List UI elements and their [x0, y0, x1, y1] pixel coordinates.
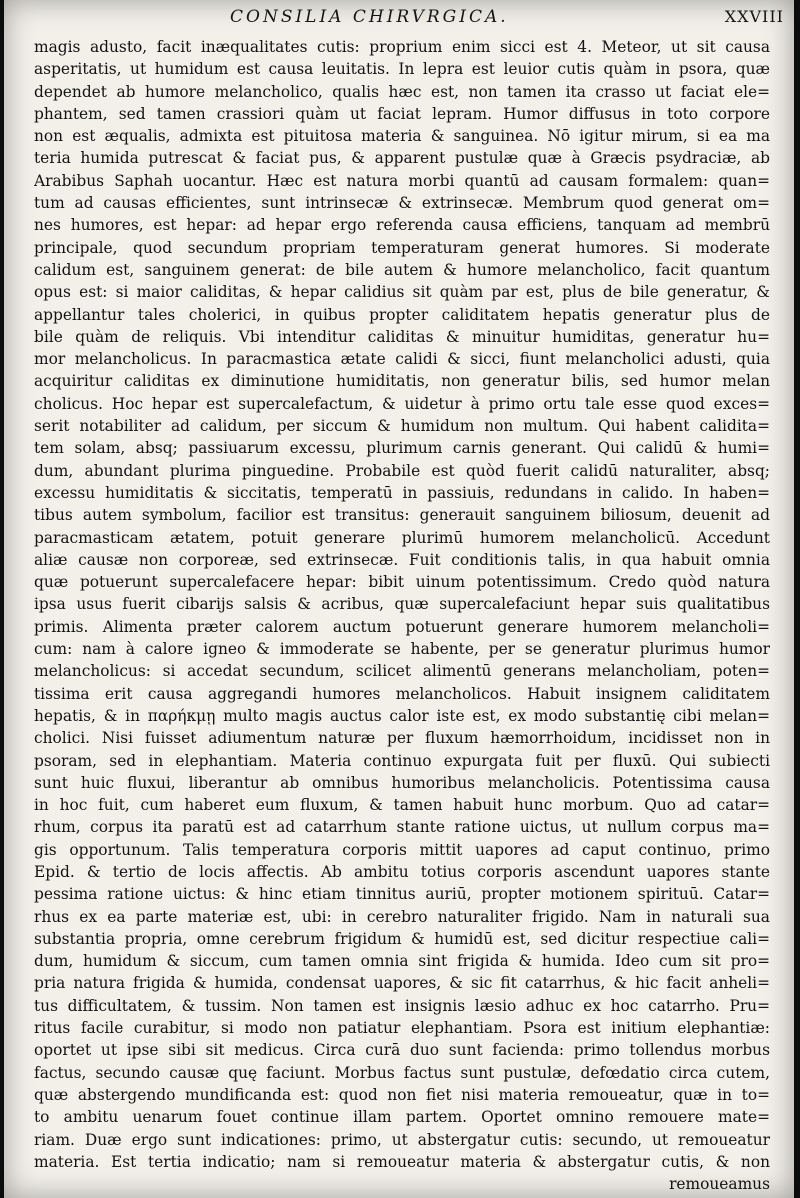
text-line: cholicus. Hoc hepar est supercalefactum, & uidetur à primo ortu tale esse quod exces=	[34, 394, 770, 413]
text-line: calidum est, sanguinem generat: de bile autem & humore melancholico, facit quantum	[34, 260, 770, 279]
text-line: tissima erit causa aggregandi humores melancholicos. Habuit insignem caliditatem	[34, 684, 770, 703]
text-line: dum, humidum & siccum, cum tamen omnia sint frigida & humida. Ideo cum sit pro=	[34, 952, 770, 971]
text-line: Arabibus Saphah uocantur. Hæc est natura morbi quantū ad causam formalem: quan=	[34, 171, 770, 190]
text-line: oportet ut ipse sibi sit medicus. Circa curā duo sunt facienda: primo tollendus morbus	[34, 1041, 770, 1060]
folio-number: XXVIII	[724, 7, 784, 26]
text-line: tem solam, absq; passiuarum excessu, plurimum carnis generant. Qui calidū & humi=	[34, 439, 770, 458]
text-line: principale, quod secundum propriam temperaturam generat humores. Si moderate	[34, 238, 770, 257]
text-line: psoram, sed in elephantiam. Materia continuo expurgata fuit per fluxū. Qui subiecti	[34, 751, 770, 770]
text-line: dependet ab humore melancholico, qualis hæc est, non tamen ita crasso ut faciat ele=	[34, 82, 770, 101]
text-line: tum ad causas efficientes, sunt intrinsecæ & extrinsecæ. Membrum quod generat om=	[34, 194, 770, 213]
text-line: dum, abundant plurima pinguedine. Probabile est quòd fuerit calidū naturaliter, absq;	[34, 461, 770, 480]
text-line: pessima ratione uictus: & hinc etiam tinnitus auriū, propter motionem spirituū. Catar=	[34, 885, 770, 904]
text-line: primis. Alimenta præter calorem auctum potuerunt generare humorem melancholi=	[34, 617, 770, 636]
text-line: cum: nam à calore igneo & immoderate se habente, per se generatur plurimus humor	[34, 640, 770, 659]
text-line: excessu humiditatis & siccitatis, temperatū in passiuis, redundans in calido. In haben=	[34, 483, 770, 502]
text-line: non est æqualis, admixta est pituitosa materia & sanguinea. Nō igitur mirum, si ea ma	[34, 127, 770, 146]
text-line: in hoc fuit, cum haberet eum fluxum, & tamen habuit hunc morbum. Quo ad catar=	[34, 796, 770, 815]
running-title: CONSILIA CHIRVRGICA.	[230, 7, 509, 27]
body-text	[34, 36, 770, 1195]
text-line: Epid. & tertio de locis affectis. Ab ambitu totius corporis ascendunt uapores stante	[34, 862, 770, 881]
text-line: pria natura frigida & humida, condensat uapores, & sic fit catarrhus, & hic facit anheli=	[34, 974, 770, 993]
text-line: teria humida putrescat & faciat pus, & apparent pustulæ quæ à Græcis psydraciæ, ab	[34, 149, 770, 168]
text-line: acquiritur caliditas ex diminutione humiditatis, non generatur bilis, sed humor melan	[34, 372, 770, 391]
text-line: quæ potuerunt supercalefacere hepar: bibit uinum potentissimum. Credo quòd natura	[34, 573, 770, 592]
text-line: opus est: si maior caliditas, & hepar calidius sit quàm par est, plus de bile generatur, &	[34, 283, 770, 302]
text-line: rhum, corpus ita paratū est ad catarrhum stante ratione uictus, ut nullum corpus ma=	[34, 818, 770, 837]
text-line: gis opportunum. Talis temperatura corporis mittit uapores ad caput continuo, primo	[34, 840, 770, 859]
text-line: ritus facile curabitur, si modo non patiatur elephantiam. Psora est initium elephantiæ:	[34, 1019, 770, 1038]
text-line: materia. Est tertia indicatio; nam si remoueatur materia & abstergatur cutis, & non	[34, 1152, 770, 1171]
text-line: factus, secundo causæ quę faciunt. Morbus factus sunt pustulæ, defœdatio circa cutem,	[34, 1063, 770, 1082]
text-line: tus difficultatem, & tussim. Non tamen est insignis læsio adhuc ex hoc catarrho. Pru=	[34, 996, 770, 1015]
text-line: bile quàm de reliquis. Vbi intenditur caliditas & minuitur humiditas, generatur hu=	[34, 327, 770, 346]
text-line: to ambitu uenarum fouet continue illam partem. Oportet omnino remouere mate=	[34, 1108, 770, 1127]
text-line: asperitatis, ut humidum est causa leuitatis. In lepra est leuior cutis quàm in psora, quæ	[34, 60, 770, 79]
text-line: cholici. Nisi fuisset adiumentum naturæ per fluxum hæmorrhoidum, incidisset non in	[34, 729, 770, 748]
text-line: paracmasticam ætatem, potuit generare plurimū humorem melancholicū. Accedunt	[34, 528, 770, 547]
text-line: riam. Duæ ergo sunt indicationes: primo, ut abstergatur cutis: secundo, ut remoueatur	[34, 1130, 770, 1149]
running-head	[4, 5, 794, 33]
text-line: rhus ex ea parte materiæ est, ubi: in cerebro naturaliter frigido. Nam in naturali sua	[34, 907, 770, 926]
text-line: substantia propria, omne cerebrum frigidum & humidū est, sed dicitur respectiue cali=	[34, 929, 770, 948]
text-line: tibus autem symbolum, facilior est transitus: generauit sanguinem biliosum, deuenit ad	[34, 506, 770, 525]
text-line: appellantur tales cholerici, in quibus propter caliditatem hepatis generatur plus de	[34, 305, 770, 324]
text-line: ipsa usus fuerit cibarijs salsis & acribus, quæ supercalefaciunt hepar suis qualitatibus	[34, 595, 770, 614]
text-line: magis adusto, facit inæqualitates cutis: proprium enim sicci est 4. Meteor, ut sit causa	[34, 38, 770, 56]
text-line: phantem, sed tamen crassiori quàm ut faciat lepram. Humor diffusus in toto corpore	[34, 104, 770, 123]
catchword: remoueamus	[669, 1175, 770, 1194]
text-line: aliæ causæ non corporeæ, sed extrinsecæ. Fuit conditionis talis, in qua habuit omnia	[34, 550, 770, 569]
text-line: sunt huic fluxui, liberantur ab omnibus humoribus melancholicis. Potentissima causa	[34, 773, 770, 792]
text-line: quæ abstergendo mundificanda est: quod non fiet nisi materia remoueatur, quæ in to=	[34, 1085, 770, 1104]
book-page	[4, 0, 794, 1198]
text-line: mor melancholicus. In paracmastica ætate calidi & sicci, fiunt melancholici adusti, quia	[34, 350, 770, 369]
text-line: hepatis, & in παρήκμῃ multo magis auctus calor iste est, ex modo substantię cibi melan=	[34, 706, 770, 725]
text-line: nes humores, est hepar: ad hepar ergo referenda causa efficiens, tanquam ad membrū	[34, 216, 770, 235]
text-line: melancholicus: si accedat secundum, scilicet alimentū generans melancholiam, poten=	[34, 662, 770, 681]
text-line: serit notabiliter ad calidum, per siccum & humidum non multum. Qui habent calidita=	[34, 417, 770, 436]
